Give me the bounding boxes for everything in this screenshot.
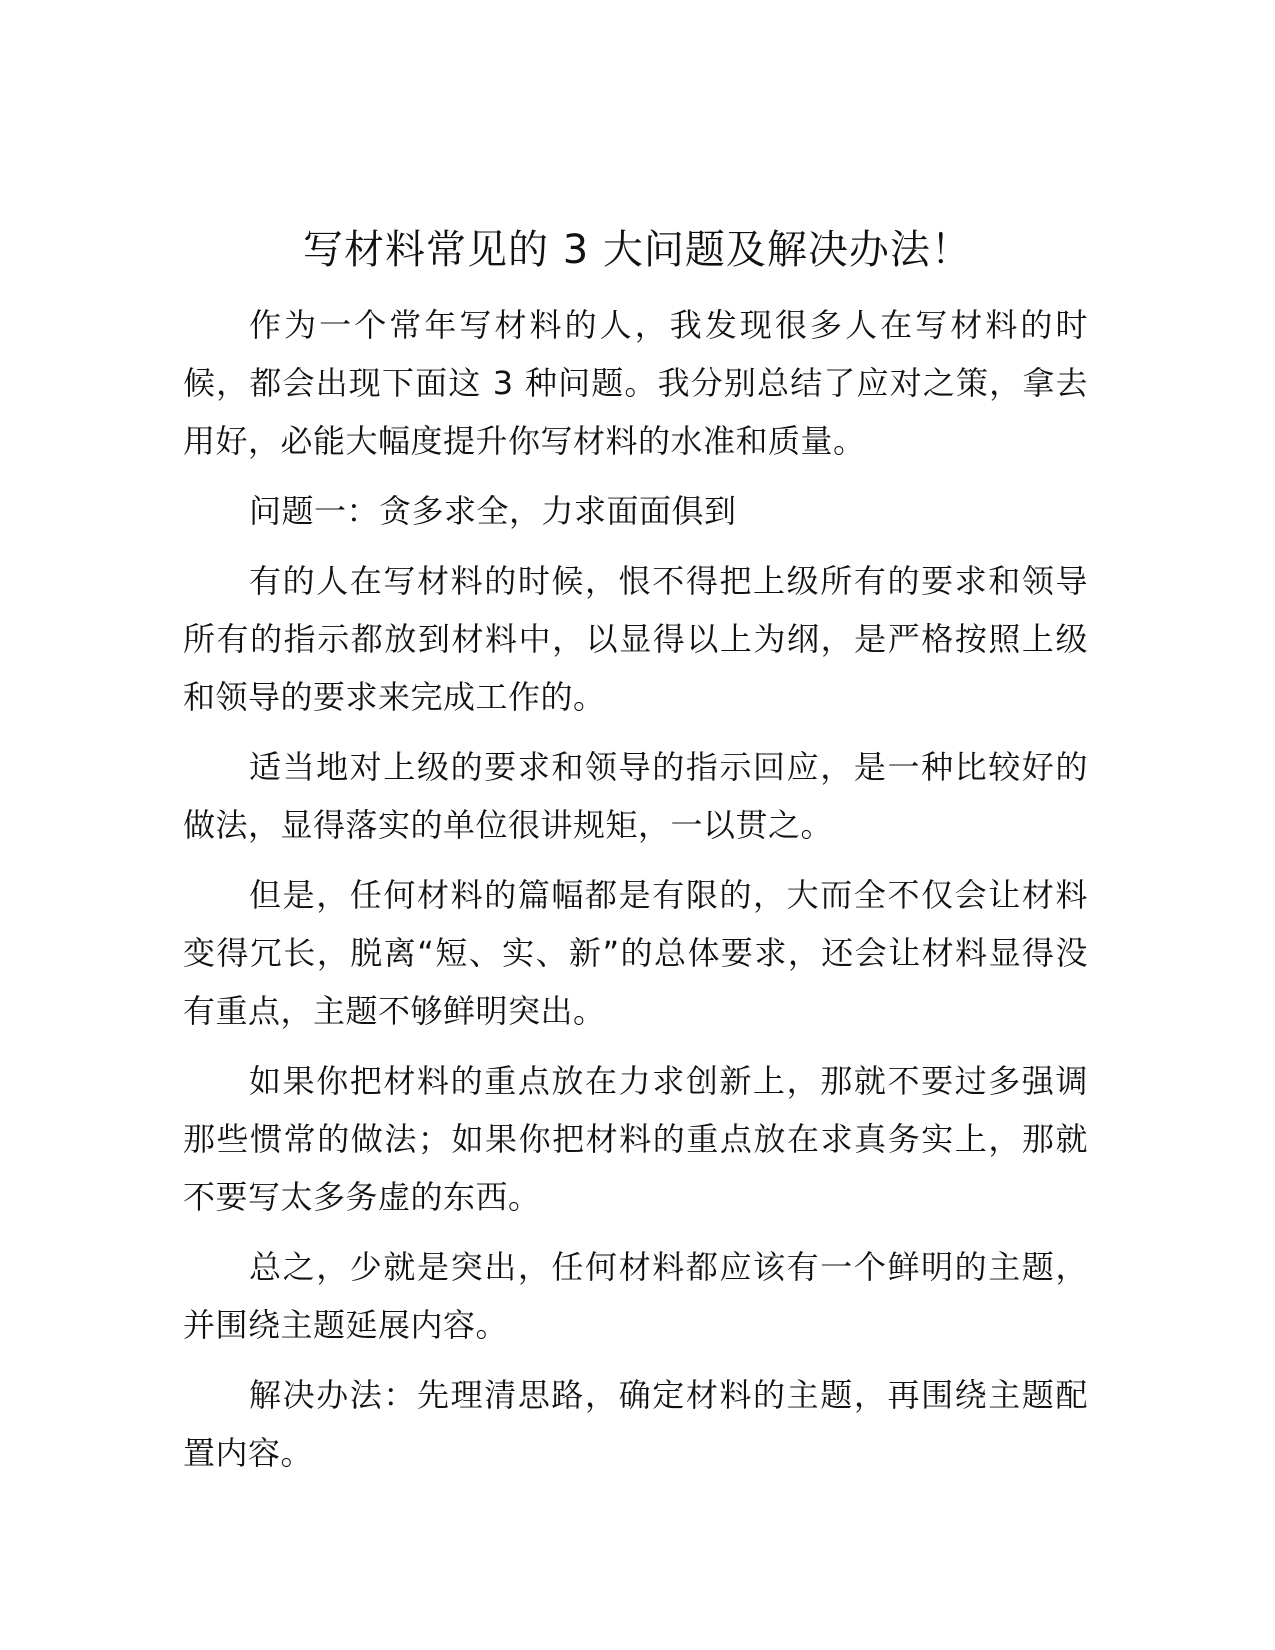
paragraph-appropriate-response: 适当地对上级的要求和领导的指示回应，是一种比较好的做法，显得落实的单位很讲规矩，一以贯之。 [183,748,1088,844]
paragraph-length-limit: 但是，任何材料的篇幅都是有限的，大而全不仅会让材料变得冗长，脱离“短、实、新”的总体要求，还会让材料显得没有重点，主题不够鲜明突出。 [183,876,1088,1030]
document-body [183,296,1088,1494]
paragraph-intro: 作为一个常年写材料的人，我发现很多人在写材料的时候，都会出现下面这 3 种问题。我分别总结了应对之策，拿去用好，必能大幅度提升你写材料的水准和质量。 [183,306,1088,460]
paragraph-summary: 总之，少就是突出，任何材料都应该有一个鲜明的主题，并围绕主题延展内容。 [183,1248,1088,1344]
paragraph-problem-one-heading: 问题一：贪多求全，力求面面俱到 [249,492,737,530]
paragraph-solution: 解决办法：先理清思路，确定材料的主题，再围绕主题配置内容。 [183,1376,1088,1472]
paragraph-focus-examples: 如果你把材料的重点放在力求创新上，那就不要过多强调那些惯常的做法；如果你把材料的重点放在求真务实上，那就不要写太多务虚的东西。 [183,1062,1088,1216]
document-title: 写材料常见的 3 大问题及解决办法！ [303,227,972,273]
paragraph-problem-one-description: 有的人在写材料的时候，恨不得把上级所有的要求和领导所有的指示都放到材料中，以显得以上为纲，是严格按照上级和领导的要求来完成工作的。 [183,562,1088,716]
